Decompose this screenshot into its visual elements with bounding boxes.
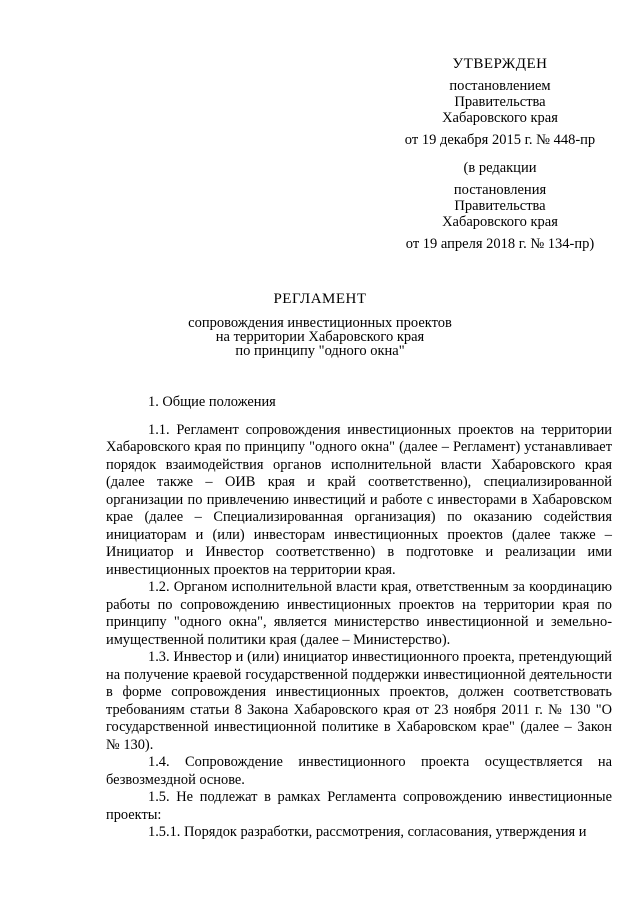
paragraph: 1.4. Сопровождение инвестиционного проекта осуществляется на безвозмездной основе. (106, 754, 612, 788)
edition-line: постановления (453, 182, 547, 198)
approval-date: от 19 декабря 2015 г. № 448-пр (404, 132, 596, 148)
document-subtitle: сопровождения инвестиционных проектов (188, 315, 452, 331)
section-heading: 1. Общие положения (148, 394, 276, 410)
document-title-block (0, 292, 640, 358)
edition-line: Хабаровского края (442, 214, 558, 230)
paragraph: 1.1. Регламент сопровождения инвестиционных проектов на территории Хабаровского края по принципу "одного окна" (далее – Регламент) устанавливает порядок взаимодействия органов исполнительной власти Хабаровского края (далее также – ОИВ края и край соответственно), специализированной организации по привлечению инвестиций и работе с инвесторами в Хабаровском крае (далее – Специализированная организация) по оказанию содействия инициаторам и (или) инвесторам инвестиционных проектов (далее также – Инициатор и Инвестор соответственно) в подготовке и реализации ими инвестиционных проектов на территории края. (106, 421, 612, 578)
edition-line: Правительства (454, 198, 546, 214)
approval-heading: УТВЕРЖДЕН (452, 56, 548, 72)
paragraph: 1.5. Не подлежат в рамках Регламента сопровождению инвестиционные проекты: (106, 789, 612, 823)
approval-line: Правительства (454, 94, 546, 110)
spacer (380, 148, 620, 160)
approval-stamp (380, 56, 620, 252)
document-subtitle: по принципу "одного окна" (235, 343, 405, 359)
approval-line: Хабаровского края (442, 110, 558, 126)
paragraph: 1.5.1. Порядок разработки, рассмотрения, согласования, утверждения и (148, 824, 587, 840)
document-title: РЕГЛАМЕНТ (273, 291, 367, 307)
document-body (106, 394, 612, 842)
document-subtitle: на территории Хабаровского края (215, 329, 425, 345)
paragraph: 1.3. Инвестор и (или) инициатор инвестиционного проекта, претендующий на получение краевой государственной поддержки инвестиционной деятельности в форме сопровождения инвестиционных проектов, должен соответствовать требованиям статьи 8 Закона Хабаровского края от 23 ноября 2011 г. № 130 "О государственной инвестиционной политике в Хабаровском крае" (далее – Закон № 130). (106, 649, 612, 753)
edition-line: (в редакции (463, 160, 537, 176)
approval-line: постановлением (449, 78, 551, 94)
paragraph: 1.2. Органом исполнительной власти края, ответственным за координацию работы по сопровождению инвестиционных проектов на территории края по принципу "одного окна", является министерство инвестиционной и земельно-имущественной политики края (далее – Министерство). (106, 579, 612, 648)
edition-date: от 19 апреля 2018 г. № 134-пр) (405, 236, 595, 252)
